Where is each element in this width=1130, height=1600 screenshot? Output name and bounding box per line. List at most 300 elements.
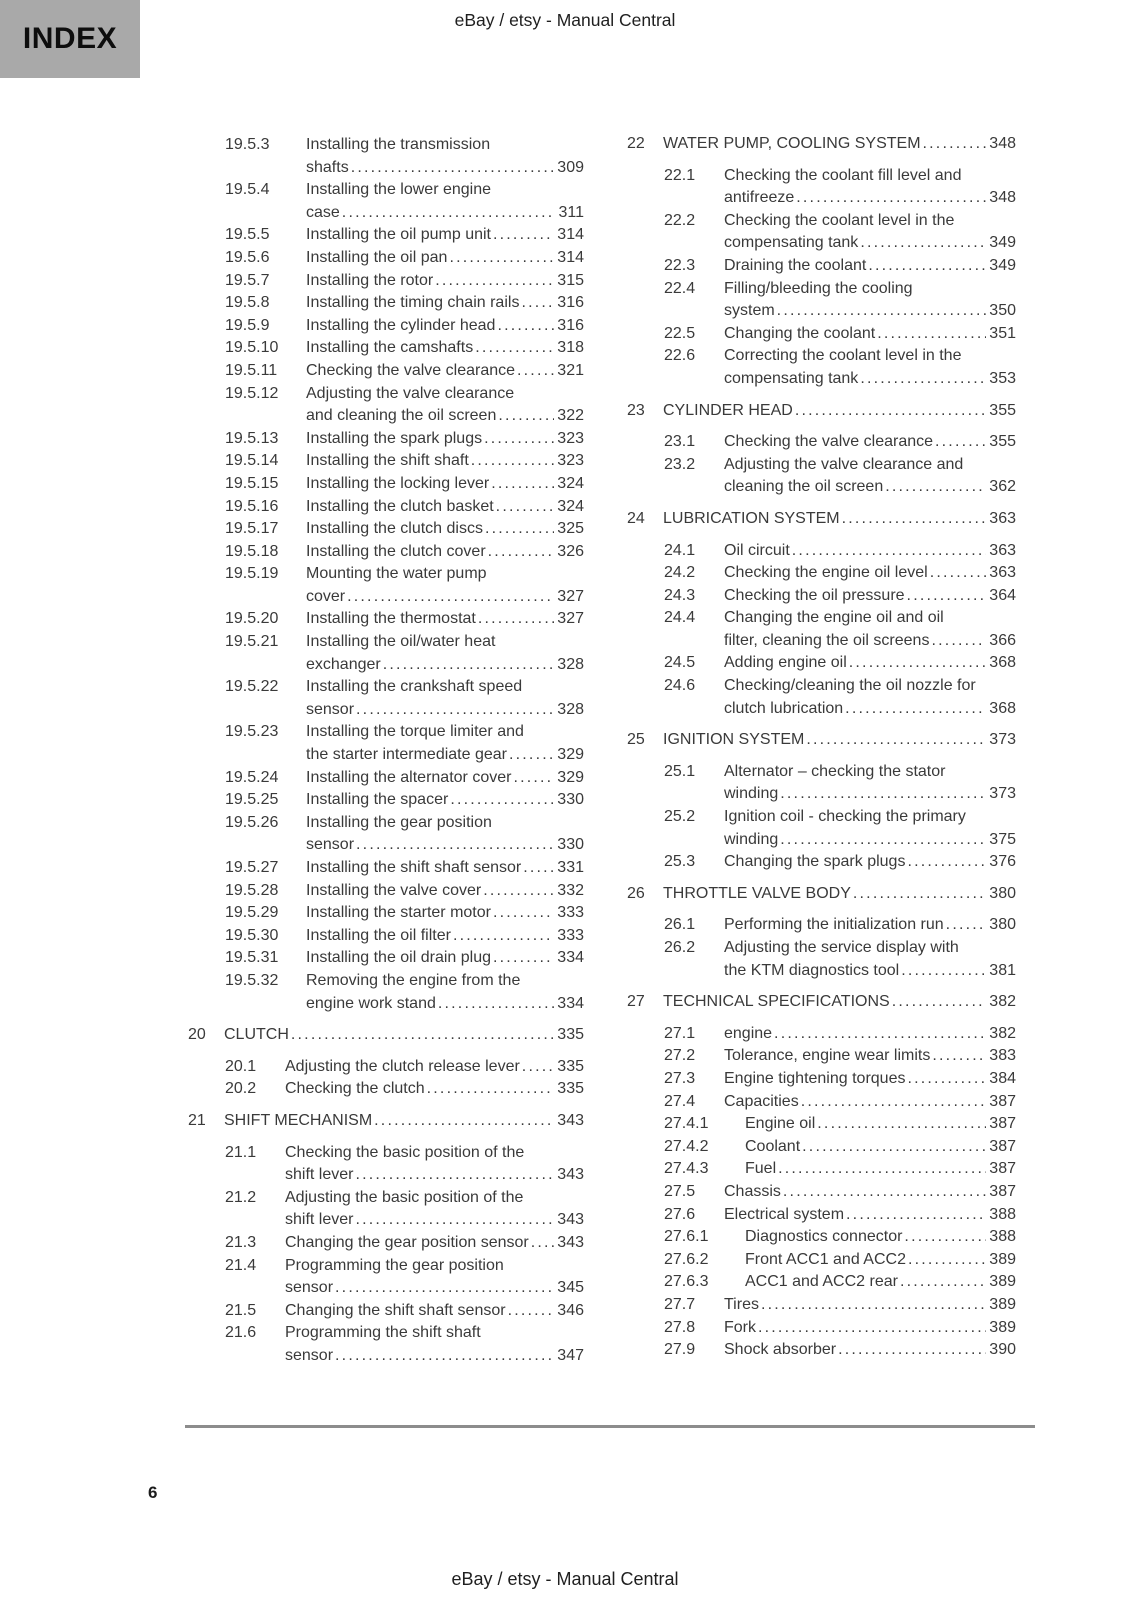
toc-entry [627,1091,1016,1114]
toc-entry-title: Installing the shift shaft [306,452,469,470]
toc-entry-body [285,1078,584,1101]
toc-entry-body [306,947,584,970]
toc-entry-body [724,652,1016,675]
toc-entry-title: Installing the oil drain plug [306,949,492,967]
toc-entry-lastline [285,1056,584,1079]
toc-entry-body [663,400,1016,423]
toc-entry-page: 389 [989,1318,1016,1336]
toc-entry-title: Oil circuit [724,541,790,559]
toc-entry-number: 19.5.20 [225,610,279,628]
dot-leader [475,337,554,360]
dot-leader [485,518,554,541]
header-title: eBay / etsy - Manual Central [454,10,676,30]
toc-entry-number: 21.4 [225,1256,257,1274]
toc-entry-lastline [306,789,584,812]
dot-leader [374,1110,554,1133]
toc-column-left [188,134,584,1367]
toc-entry [627,1113,1016,1136]
toc-entry-page: 347 [557,1346,584,1364]
dot-leader [868,255,986,278]
toc-entry-body [306,541,584,564]
toc-entry-title: Installing the gear position [306,813,492,831]
toc-entry-body [724,1068,1016,1091]
toc-entry-number: 27.3 [664,1069,696,1087]
toc-entry [627,540,1016,563]
toc-entry-title: Installing the valve cover [306,881,482,899]
toc-entry-title: Engine oil [745,1115,816,1133]
dot-leader [860,368,986,391]
toc-entry-lastline [306,586,584,609]
toc-entry-lastline [724,323,1016,346]
dot-leader [356,834,554,857]
toc-entry [188,902,584,925]
toc-entry-title: Adjusting the basic position of the [285,1188,524,1206]
toc-entry-page: 329 [557,768,584,786]
toc-entry-body [285,1187,584,1232]
toc-entry-page: 387 [989,1092,1016,1110]
dot-leader [351,157,555,180]
toc-entry-page: 362 [989,478,1016,496]
toc-entry-lastline [745,1158,1016,1181]
dot-leader [908,1249,986,1272]
toc-entry [627,851,1016,874]
toc-entry-page: 350 [989,302,1016,320]
toc-entry-lastline [306,315,584,338]
toc-entry [188,541,584,564]
toc-entry-number: 23.2 [664,455,696,473]
dot-leader [435,270,554,293]
toc-entry-title: THROTTLE VALVE BODY [663,884,851,902]
toc-entry-number: 26.1 [664,916,696,934]
toc-entry-title: Installing the rotor [306,271,434,289]
toc-entry-page: 390 [989,1341,1016,1359]
toc-entry [188,925,584,948]
dot-leader [838,1339,986,1362]
toc-entry-page: 363 [989,509,1016,527]
toc-entry-page: 330 [557,836,584,854]
toc-entry-title: compensating tank [724,234,859,252]
toc-entry-title: Removing the engine from the [306,971,521,989]
toc-entry-body [724,806,1016,851]
toc-entry-title: antifreeze [724,189,795,207]
toc-entry-title: winding [724,830,779,848]
toc-entry-body [306,337,584,360]
toc-entry-number: 22.2 [664,211,696,229]
toc-entry-body [724,914,1016,937]
toc-entry-title: Installing the camshafts [306,339,474,357]
toc-entry-title: Checking the coolant level in the [724,211,955,229]
toc-entry-number: 26.2 [664,939,696,956]
toc-entry [188,134,584,179]
dot-leader [846,1204,986,1227]
dot-leader [509,744,554,767]
toc-entry-lastline [285,1232,584,1255]
toc-entry-lastline [306,157,584,180]
toc-entry-lastline [306,496,584,519]
dot-leader [347,586,554,609]
toc-entry-page: 332 [557,881,584,899]
toc-entry-title: Installing the crankshaft speed [306,678,523,696]
toc-entry-page: 311 [558,203,584,221]
toc-entry-page: 355 [989,433,1016,451]
toc-entry-title: Installing the shift shaft sensor [306,859,522,876]
dot-leader [761,1294,986,1317]
toc-entry-title: shafts [306,158,349,176]
toc-entry-page: 375 [989,830,1016,848]
toc-entry-body [306,270,584,293]
toc-entry-lastline [663,508,1016,531]
toc-entry-title: Installing the starter motor [306,904,491,922]
toc-entry-number: 19.5.19 [225,565,279,583]
toc-entry [627,431,1016,454]
toc-entry-page: 335 [557,1026,584,1044]
toc-entry-number: 27.6.2 [664,1250,709,1268]
toc-entry-body [306,496,584,519]
toc-entry-title: Installing the torque limiter and [306,723,524,741]
toc-entry-lastline [306,428,584,451]
toc-entry-page: 328 [557,655,584,673]
dot-leader [478,608,554,631]
dot-leader [802,1136,986,1159]
toc-entry [627,729,1016,752]
toc-entry-lastline [724,540,1016,563]
toc-entry-body [306,767,584,790]
toc-entry-lastline [663,400,1016,423]
toc-entry [188,1300,584,1323]
toc-entry-title: Programming the gear position [285,1256,504,1274]
toc-entry-number: 24.1 [664,541,696,559]
toc-entry-body [724,1204,1016,1227]
toc-entry-number: 19.5.8 [225,294,270,312]
toc-entry [188,270,584,293]
toc-entry-title: ACC1 and ACC2 rear [745,1273,898,1291]
toc-entry-page: 335 [557,1057,584,1075]
toc-entry-lastline [285,1209,584,1232]
toc-entry-number: 27.4.3 [664,1160,709,1178]
toc-entry-lastline [306,699,584,722]
toc-entry [188,1142,584,1187]
toc-entry-lastline [724,652,1016,675]
dot-leader [356,699,554,722]
toc-entry-title: Capacities [724,1092,799,1110]
toc-entry-body [285,1232,584,1255]
toc-entry-number: 19.5.17 [225,520,279,538]
dot-leader [907,851,986,874]
toc-entry-body [306,383,584,428]
toc-entry [188,428,584,451]
toc-entry [188,1187,584,1232]
dot-leader [523,857,554,880]
toc-entry [188,496,584,519]
toc-entry-number: 19.5.27 [225,859,279,876]
toc-entry [627,1158,1016,1181]
toc-entry-body [663,508,1016,531]
toc-entry-number: 27.6.1 [664,1228,709,1246]
toc-entry-title: engine [724,1024,773,1042]
toc-entry [627,1339,1016,1362]
dot-leader [491,473,554,496]
toc-entry-lastline [306,834,584,857]
toc-entry-lastline [724,829,1016,852]
toc-entry-lastline [663,729,1016,752]
toc-entry-lastline [285,1300,584,1323]
toc-entry-title: Shock absorber [724,1341,837,1359]
toc-entry-number: 20 [188,1026,206,1044]
dot-leader [498,405,554,428]
toc-entry [627,1226,1016,1249]
toc-entry-lastline [724,368,1016,391]
toc-entry-number: 26 [627,884,645,902]
toc-entry-page: 333 [557,904,584,922]
toc-entry [627,1136,1016,1159]
dot-leader [853,883,986,906]
toc-entry-body [306,902,584,925]
toc-entry-lastline [724,698,1016,721]
toc-entry-lastline [745,1136,1016,1159]
toc-entry-body [724,323,1016,346]
toc-entry-title: sensor [306,836,355,854]
toc-entry-page: 381 [989,961,1016,979]
toc-entry-title: Installing the thermostat [306,610,476,628]
dot-leader [935,431,986,454]
toc-entry-title: sensor [306,700,355,718]
toc-entry [188,292,584,315]
toc-entry [627,1181,1016,1204]
toc-entry-number: 19.5.10 [225,339,279,357]
toc-entry-page: 349 [989,256,1016,274]
toc-entry-number: 19.5.14 [225,452,279,470]
toc-entry-lastline [724,914,1016,937]
dot-leader [493,902,554,925]
toc-entry-lastline [724,585,1016,608]
toc-entry-body [745,1226,1016,1249]
toc-entry-title: system [724,302,775,320]
dot-leader [471,450,555,473]
toc-entry-title: Coolant [745,1137,801,1155]
toc-entry-number: 20.1 [225,1057,257,1075]
dot-leader [488,541,555,564]
toc-entry-title: Adjusting the clutch release lever [285,1057,520,1075]
toc-entry-body [306,631,584,676]
dot-leader [907,1068,986,1091]
toc-entry [627,1023,1016,1046]
toc-entry-number: 19.5.21 [225,633,279,651]
toc-entry-page: 388 [989,1205,1016,1223]
toc-entry-page: 363 [989,541,1016,559]
dot-leader [453,925,554,948]
toc-entry-body [745,1271,1016,1294]
toc-entry-page: 348 [989,189,1016,207]
toc-entry [188,518,584,541]
toc-entry-title: Installing the oil pump unit [306,226,491,244]
dot-leader [930,562,987,585]
dot-leader [817,1113,986,1136]
toc-entry-number: 25.2 [664,808,696,826]
toc-entry-lastline [306,654,584,677]
toc-entry-lastline [224,1110,584,1133]
toc-entry-page: 384 [989,1069,1016,1087]
toc-entry [627,1317,1016,1340]
toc-entry-body [663,133,1016,156]
toc-entry [627,400,1016,423]
toc-entry-lastline [306,202,584,225]
toc-entry-body [724,562,1016,585]
toc-entry-body [285,1255,584,1300]
toc-entry-body [306,857,584,880]
toc-entry-number: 23.1 [664,433,696,451]
toc-entry-page: 325 [557,520,584,538]
toc-entry-page: 363 [989,564,1016,582]
toc-entry-number: 24.6 [664,677,696,695]
toc-entry-page: 315 [557,271,584,289]
toc-entry-title: Changing the engine oil and oil [724,609,944,627]
toc-entry [188,450,584,473]
toc-entry-body [724,345,1016,390]
toc-entry-title: Correcting the coolant level in the [724,347,962,365]
toc-entry-page: 331 [557,859,584,876]
toc-entry-page: 329 [557,746,584,764]
footer-divider [185,1425,1035,1428]
dot-leader [450,789,554,812]
toc-entry-number: 19.5.23 [225,723,279,741]
toc-entry-lastline [724,476,1016,499]
toc-entry-page: 364 [989,586,1016,604]
toc-entry [188,947,584,970]
toc-entry-title: IGNITION SYSTEM [663,731,805,749]
toc-entry-title: Electrical system [724,1205,845,1223]
toc-entry-number: 19.5.3 [225,136,270,153]
toc-entry-page: 314 [557,248,584,266]
toc-entry-body [724,937,1016,982]
toc-entry-title: filter, cleaning the oil screens [724,631,930,649]
toc-entry-title: Mounting the water pump [306,565,487,583]
toc-entry-page: 324 [557,497,584,515]
toc-entry [627,761,1016,806]
toc-entry [188,970,584,1015]
toc-entry-page: 343 [557,1233,584,1251]
toc-entry-title: Installing the timing chain rails [306,294,520,312]
toc-entry-number: 27.4.2 [664,1137,709,1155]
toc-entry [627,991,1016,1014]
toc-entry-title: Tires [724,1295,759,1313]
toc-entry-number: 19.5.30 [225,926,279,944]
toc-entry-title: Installing the spacer [306,791,449,809]
dot-leader [931,630,986,653]
toc-entry-lastline [306,608,584,631]
toc-entry-page: 316 [557,316,584,334]
toc-entry [627,562,1016,585]
toc-entry-number: 27.8 [664,1318,696,1336]
toc-entry [627,165,1016,210]
toc-entry-number: 22.4 [664,279,696,297]
toc-entry [627,883,1016,906]
toc-entry-body [724,761,1016,806]
toc-entry [627,323,1016,346]
toc-entry-page: 380 [989,916,1016,934]
toc-entry-number: 19.5.18 [225,542,279,560]
toc-entry-page: 318 [557,339,584,357]
toc-entry-page: 388 [989,1228,1016,1246]
toc-entry-number: 19.5.26 [225,813,279,831]
toc-entry-lastline [724,1339,1016,1362]
toc-entry [627,210,1016,255]
toc-entry-title: TECHNICAL SPECIFICATIONS [663,993,890,1011]
dot-leader [806,729,986,752]
toc-entry-lastline [306,767,584,790]
toc-entry-lastline [306,902,584,925]
toc-entry-lastline [745,1113,1016,1136]
toc-entry-title: Installing the transmission [306,136,491,153]
toc-entry-page: 373 [989,731,1016,749]
toc-entry-lastline [306,224,584,247]
toc-entry-title: Checking/cleaning the oil nozzle for [724,677,976,695]
toc-entry-number: 22.3 [664,256,696,274]
toc-entry-body [724,675,1016,720]
toc-entry-body [306,721,584,766]
toc-entry-title: Checking the valve clearance [306,361,516,379]
dot-leader [907,585,987,608]
toc-entry-body [306,450,584,473]
toc-entry-number: 27.4.1 [664,1115,709,1133]
toc-entry-body [724,1294,1016,1317]
toc-entry-number: 27.6.3 [664,1273,709,1291]
toc-entry-page: 314 [557,226,584,244]
toc-entry-page: 343 [557,1211,584,1229]
toc-entry-title: clutch lubrication [724,699,844,717]
toc-entry-page: 387 [989,1182,1016,1200]
toc-entry [188,315,584,338]
toc-entry-title: WATER PUMP, COOLING SYSTEM [663,135,921,152]
toc-entry [627,345,1016,390]
toc-entry-lastline [306,292,584,315]
toc-entry-page: 327 [557,587,584,605]
dot-leader [513,767,554,790]
dot-leader [777,300,987,323]
toc-entry [188,383,584,428]
toc-entry-body [306,292,584,315]
toc-entry-lastline [285,1078,584,1101]
toc-entry-body [306,676,584,721]
toc-entry-lastline [724,783,1016,806]
toc-entry-page: 327 [557,610,584,628]
toc-entry-number: 27 [627,993,645,1011]
toc-entry [188,360,584,383]
toc-entry-body [306,247,584,270]
dot-leader [438,993,554,1016]
toc-entry-title: shift lever [285,1166,354,1184]
toc-entry-lastline [306,947,584,970]
toc-entry [188,676,584,721]
toc-entry-page: 316 [557,294,584,312]
toc-entry-page: 383 [989,1047,1016,1065]
toc-entry-number: 19.5.22 [225,678,279,696]
toc-entry-number: 25.3 [664,853,696,871]
toc-entry [188,337,584,360]
toc-entry-title: Installing the clutch basket [306,497,494,515]
toc-entry-title: Installing the oil filter [306,926,451,944]
dot-leader [795,400,986,423]
toc-entry-title: Changing the shift shaft sensor [285,1301,506,1319]
toc-entry [627,255,1016,278]
toc-entry-number: 21.2 [225,1188,257,1206]
index-label: INDEX [22,21,118,55]
toc-entry-lastline [306,518,584,541]
toc-entry [627,1249,1016,1272]
toc-entry-lastline [724,431,1016,454]
toc-entry [188,1024,584,1047]
dot-leader [801,1091,987,1114]
toc-entry-lastline [724,187,1016,210]
